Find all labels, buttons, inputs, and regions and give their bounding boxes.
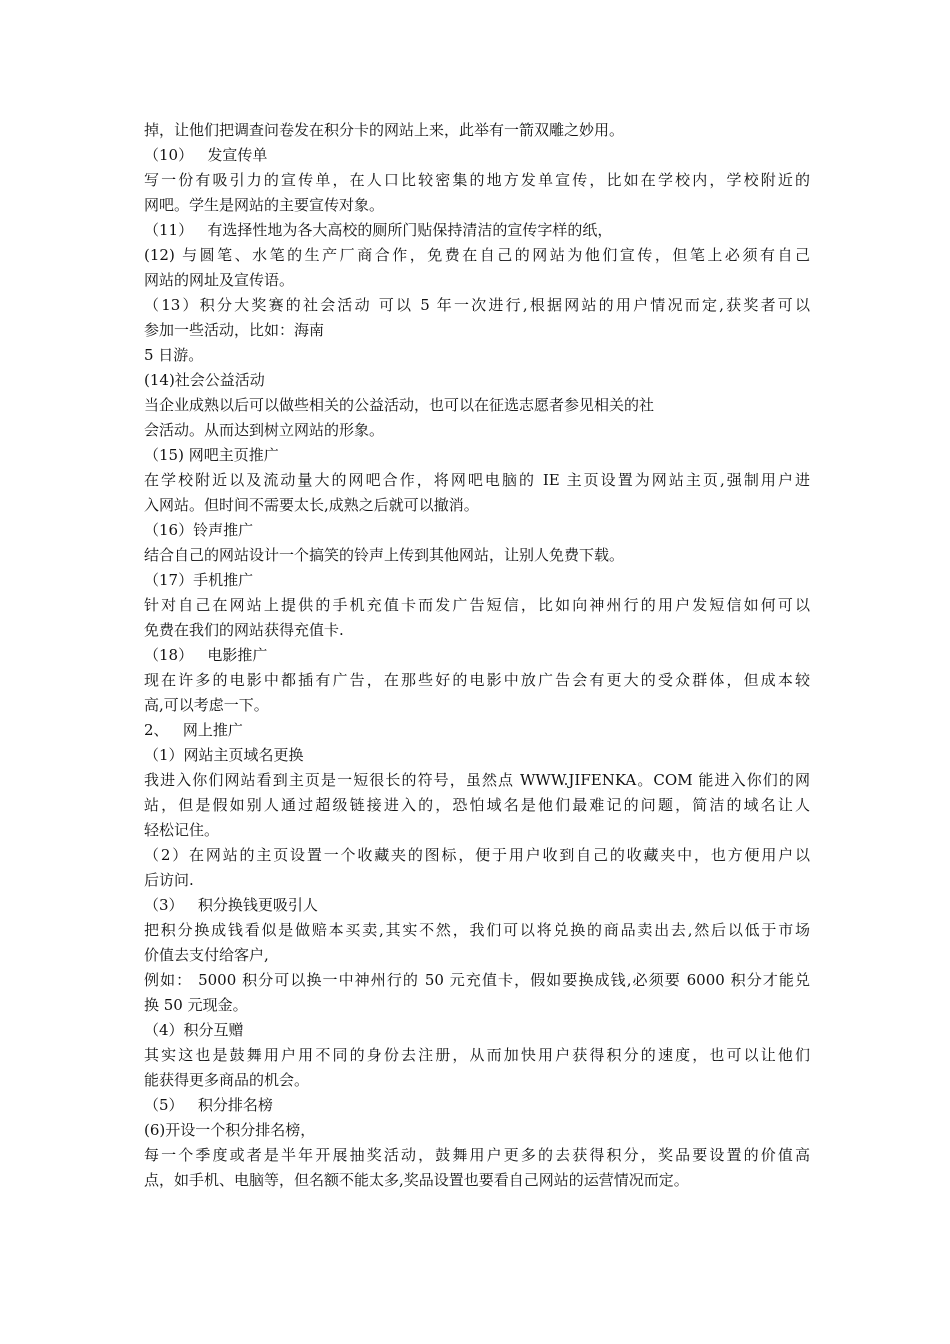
text-line: 免费在我们的网站获得充值卡.	[144, 621, 344, 639]
text-line: （3） 积分换钱更吸引人	[144, 896, 318, 914]
text-line: 站，但是假如别人通过超级链接进入的，恐怕域名是他们最难记的问题，简洁的域名让人	[144, 796, 810, 814]
text-line: 现在许多的电影中都插有广告，在那些好的电影中放广告会有更大的受众群体，但成本较	[144, 671, 810, 689]
text-line: 例如： 5000 积分可以换一中神州行的 50 元充值卡，假如要换成钱,必须要 6000 积分才能兑	[144, 971, 810, 989]
text-line: 当企业成熟以后可以做些相关的公益活动，也可以在征选志愿者参见相关的社	[144, 396, 655, 414]
text-line: 其实这也是鼓舞用户用不同的身份去注册，从而加快用户获得积分的速度，也可以让他们	[144, 1046, 810, 1064]
text-line: 入网站。但时间不需要太长,成熟之后就可以撤消。	[144, 496, 479, 514]
text-line: 我进入你们网站看到主页是一短很长的符号，虽然点 WWW.JIFENKA。COM 能进入你们的网	[144, 771, 810, 789]
text-line: （4）积分互赠	[144, 1021, 244, 1039]
text-line: （5） 积分排名榜	[144, 1096, 273, 1114]
text-line: 会活动。从而达到树立网站的形象。	[144, 421, 385, 439]
text-line: (14)社会公益活动	[144, 371, 265, 389]
text-line: 参加一些活动，比如：海南	[144, 321, 325, 339]
text-line: （18） 电影推广	[144, 646, 268, 664]
text-line: 5 日游。	[144, 346, 204, 364]
text-line: 点，如手机、电脑等，但名额不能太多,奖品设置也要看自己网站的运营情况而定。	[144, 1171, 689, 1189]
text-line: 在学校附近以及流动量大的网吧合作，将网吧电脑的 IE 主页设置为网站主页,强制用户进	[144, 471, 810, 489]
text-line: （2）在网站的主页设置一个收藏夹的图标，便于用户收到自己的收藏夹中，也方便用户以	[144, 846, 810, 864]
text-line: 价值去支付给客户,	[144, 946, 269, 964]
text-line: 能获得更多商品的机会。	[144, 1071, 310, 1089]
text-line: 2、 网上推广	[144, 721, 243, 739]
text-line: (12) 与圆笔、水笔的生产厂商合作，免费在自己的网站为他们宣传，但笔上必须有自己	[144, 246, 810, 264]
text-line: 换 50 元现金。	[144, 996, 248, 1014]
text-line: （10） 发宣传单	[144, 146, 268, 164]
text-line: 每一个季度或者是半年开展抽奖活动，鼓舞用户更多的去获得积分，奖品要设置的价值高	[144, 1146, 810, 1164]
text-line: （13）积分大奖赛的社会活动 可以 5 年一次进行,根据网站的用户情况而定,获奖者可以	[144, 296, 810, 314]
text-line: 后访问.	[144, 871, 194, 889]
text-line: 网吧。学生是网站的主要宣传对象。	[144, 196, 385, 214]
text-line: 结合自己的网站设计一个搞笑的铃声上传到其他网站，让别人免费下载。	[144, 546, 625, 564]
text-line: 高,可以考虑一下。	[144, 696, 269, 714]
text-line: 把积分换成钱看似是做赔本买卖,其实不然，我们可以将兑换的商品卖出去,然后以低于市场	[144, 921, 810, 939]
text-line: 写一份有吸引力的宣传单，在人口比较密集的地方发单宣传，比如在学校内，学校附近的	[144, 171, 810, 189]
text-line: （16）铃声推广	[144, 521, 254, 539]
text-line: （15) 网吧主页推广	[144, 446, 279, 464]
document-body	[144, 118, 810, 1193]
text-line: 网站的网址及宣传语。	[144, 271, 295, 289]
text-line: 针对自己在网站上提供的手机充值卡而发广告短信，比如向神州行的用户发短信如何可以	[144, 596, 810, 614]
text-line: (6)开设一个积分排名榜，	[144, 1121, 316, 1139]
text-line: （1）网站主页域名更换	[144, 746, 304, 764]
text-line: （17）手机推广	[144, 571, 254, 589]
text-line: 掉，让他们把调查问卷发在积分卡的网站上来，此举有一箭双雕之妙用。	[144, 121, 625, 139]
text-line: （11） 有选择性地为各大高校的厕所门贴保持清洁的宣传字样的纸，	[144, 221, 613, 239]
text-line: 轻松记住。	[144, 821, 220, 839]
